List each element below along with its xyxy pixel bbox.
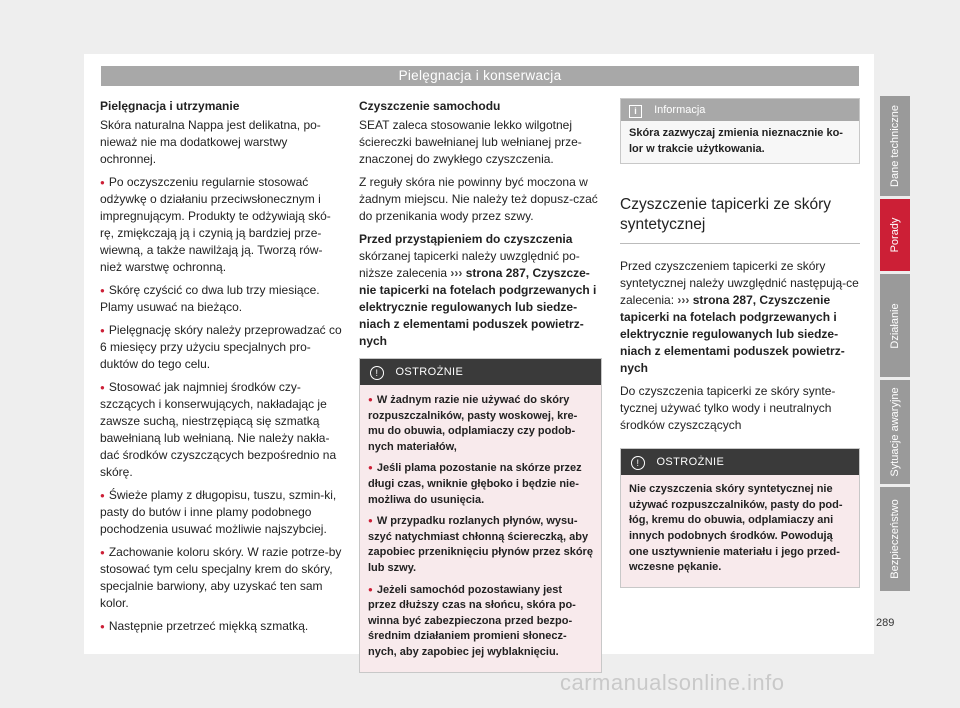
caution-header (360, 359, 601, 385)
tab-sytuacje-awaryjne[interactable] (880, 380, 910, 484)
caution-item: ● W żadnym razie nie używać do skóry rozpuszczalników, pasty woskowej, kre-mu do obuwia, odplamiaczy czy podob-nych materiałów, (368, 392, 593, 455)
tab-bezpieczenstwo[interactable] (880, 487, 910, 591)
paragraph: Z reguły skóra nie powinny być moczona w żadnym miejscu. Nie należy też dopusz-czać do przenikania wody przez szwy. (359, 175, 598, 223)
section-heading: Pielęgnacja i utrzymanie (100, 99, 240, 113)
caution-box (620, 448, 860, 588)
tab-label: Działanie (889, 302, 901, 349)
paragraph-lead: Przed przystąpieniem do czyszczenia (359, 232, 573, 246)
info-box (620, 98, 860, 164)
warning-icon: ! (631, 456, 645, 470)
paragraph-reference (359, 231, 602, 350)
page-reference-link[interactable]: strona 287, Czyszcze-nie tapicerki na fotelach podgrzewanych i elektrycznie regulowanych lub siedze-niach z elementami poduszek powietrz-nych (359, 266, 597, 348)
paragraph-text: skórzanej tapicerki należy uwzględnić po-niższe zalecenia (359, 249, 580, 280)
column-2 (359, 98, 602, 673)
caution-item: ● W przypadku rozlanych płynów, wysu-szyć natychmiast chłonną ściereczką, aby zapobiec przeniknięciu płynów przez skórę lub szwy. (368, 513, 593, 576)
column-1 (100, 98, 343, 641)
bullet-item: ● Zachowanie koloru skóry. W razie potrze-by stosować tym celu specjalny krem do skóry, specjalnie barwiony, aby uzyskać ten sam kolor. (100, 544, 343, 612)
section-heading: Czyszczenie samochodu (359, 99, 501, 113)
caution-item: ● Jeżeli samochód pozostawiany jest przez dłuższy czas na słońcu, skóra po-winna być zabezpieczona przed bezpo-średnim działaniem promieni słonecz-nych, aby zapobiec jej wyblaknięciu. (368, 582, 593, 661)
tab-label: Sytuacje awaryjne (889, 387, 901, 477)
paragraph: SEAT zaleca stosowanie lekko wilgotnej ściereczki bawełnianej lub wełnianej prze-znaczonej do zwykłego czyszczenia. (359, 118, 582, 166)
bullet-item: ● Świeże plamy z długopisu, tuszu, szmin-ki, pasty do butów i inne plamy podobnego pochodzenia usuwać możliwie najszybciej. (100, 487, 343, 538)
tab-label: Porady (889, 217, 901, 253)
caution-title: OSTROŻNIE (395, 366, 464, 378)
reference-arrows: ››› (450, 266, 463, 280)
caution-title: OSTROŻNIE (656, 456, 725, 469)
tab-label: Bezpieczeństwo (889, 499, 901, 579)
column-3 (620, 98, 860, 588)
section-title: Czyszczenie tapicerki ze skóry syntetycznej (620, 195, 860, 244)
info-icon: i (629, 105, 642, 118)
tab-label: Dane techniczne (889, 105, 901, 187)
paragraph: Do czyszczenia tapicerki ze skóry synte-tycznej używać tylko wody i neutralnych środków czyszczących (620, 384, 836, 433)
warning-icon: ! (370, 366, 384, 380)
caution-item: ● Jeśli plama pozostanie na skórze przez długi czas, wniknie głęboko i będzie nie-możliwa do usunięcia. (368, 460, 593, 508)
tab-dzialanie[interactable] (880, 274, 910, 377)
caution-body (621, 475, 859, 587)
page-number: 289 (876, 617, 895, 629)
paragraph-text: Przed czyszczeniem tapicerki ze skóry syntetycznej należy uwzględnić następują-ce zalecenia: (620, 259, 859, 308)
watermark: carmanualsonline.info (560, 670, 785, 695)
caution-header (621, 449, 859, 475)
bullet-item: ● Skórę czyścić co dwa lub trzy miesiące. Plamy usuwać na bieżąco. (100, 282, 343, 316)
page-header: Pielęgnacja i konserwacja (101, 66, 859, 86)
bullet-item: ● Po oczyszczeniu regularnie stosować odżywkę o działaniu przeciwsłonecznym i impregnującym. Produkty te odżywiają skó-rę, zmiękczają ją i czynią ją bardziej prze-wiewną, a także nawilżają ją. Tworzą rów-nież warstwę ochronną. (100, 174, 343, 276)
paragraph-reference (620, 258, 860, 377)
info-title: Informacja (654, 104, 706, 116)
page-reference-link[interactable]: strona 287, Czyszczenie tapicerki na fotelach podgrzewanych i elektrycznie regulowanych lub siedze-niach z elementami poduszek powietrz-nych (620, 293, 845, 376)
tab-dane-techniczne[interactable] (880, 96, 910, 196)
intro-paragraph: Skóra naturalna Nappa jest delikatna, po-nieważ nie ma dodatkowej warstwy ochronnej. (100, 118, 321, 166)
caution-text: Nie czyszczenia skóry syntetycznej nie używać rozpuszczalników, pasty do pod-łóg, kremu do obuwia, odplamiaczy ani innych podobnych środków. Powodują one usztywnienie materiału i jego przed-wczesne pękanie. (629, 483, 843, 574)
bullet-item: ● Pielęgnację skóry należy przeprowadzać co 6 miesięcy przy użyciu specjalnych pro-duktów do tego celu. (100, 322, 343, 373)
info-header (621, 99, 859, 121)
caution-box (359, 358, 602, 673)
bullet-item: ● Następnie przetrzeć miękką szmatką. (100, 618, 343, 635)
reference-arrows: ››› (677, 293, 690, 308)
caution-body (360, 385, 601, 672)
info-body: Skóra zazwyczaj zmienia nieznacznie ko-lor w trakcie użytkowania. (629, 127, 843, 155)
bullet-item: ● Stosować jak najmniej środków czy-szczących i konserwujących, nakładając je zawsze suchą, niestrzępiącą się szmatką bawełnianą lub wełnianą. Nie należy nakła-dać środków czyszczących bezpośrednio na skórę. (100, 379, 343, 481)
tab-porady[interactable] (880, 199, 910, 271)
